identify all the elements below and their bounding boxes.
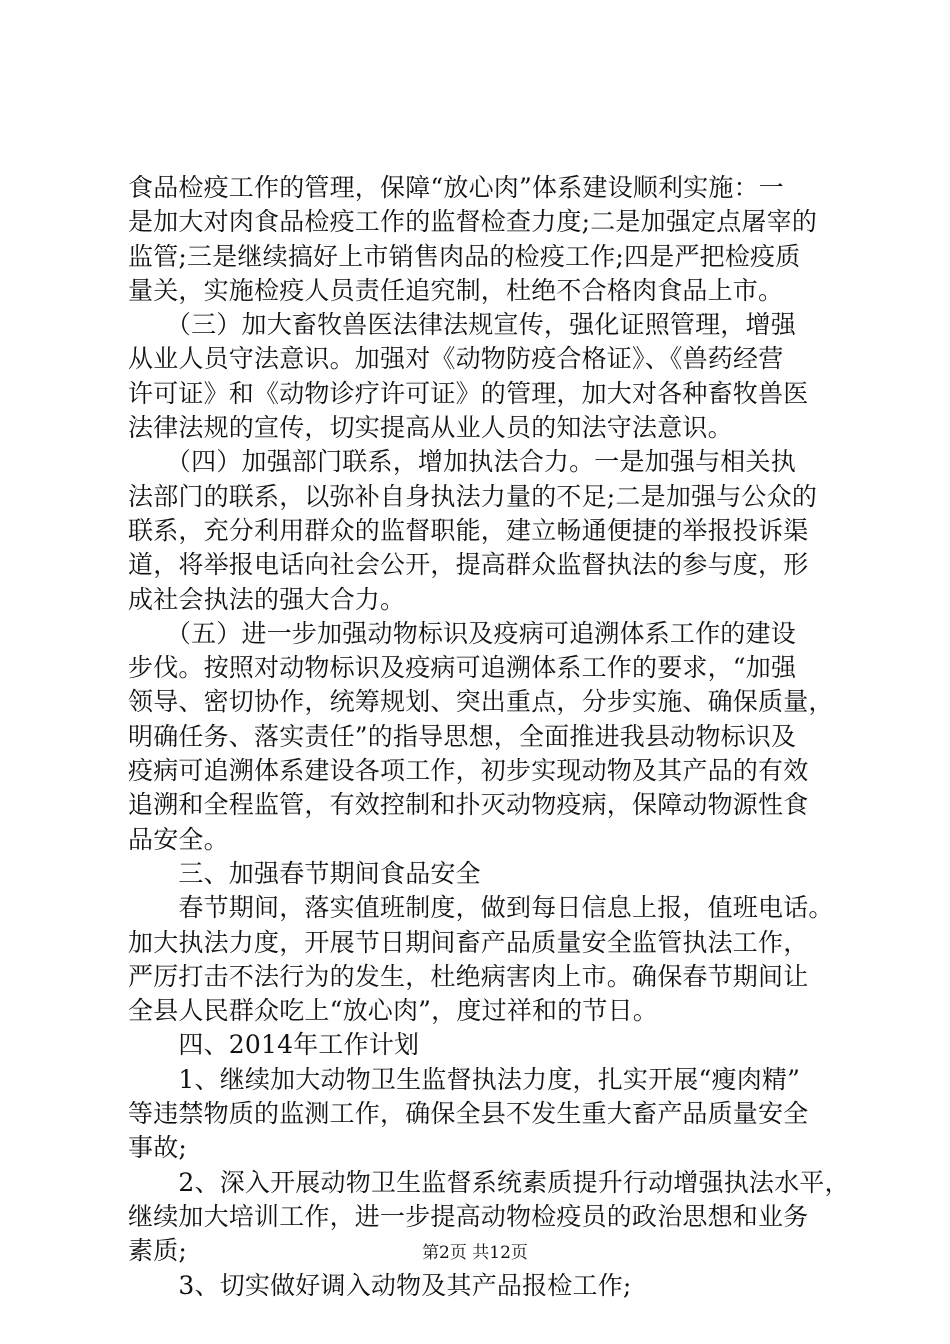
- text-line: （五）进一步加强动物标识及疫病可追溯体系工作的建设: [128, 618, 796, 648]
- text-line: 3、切实做好调入动物及其产品报检工作;: [128, 1270, 632, 1300]
- text-line: 监管;三是继续搞好上市销售肉品的检疫工作;四是严把检疫质: [128, 241, 801, 271]
- text-line: 2、深入开展动物卫生监督系统素质提升行动增强执法水平，: [128, 1167, 850, 1197]
- text-line: 素质;: [128, 1236, 188, 1266]
- text-line: 品安全。: [128, 824, 229, 854]
- text-line: 食品检疫工作的管理，保障“放心肉”体系建设顺利实施：一: [128, 173, 784, 202]
- text-line: 春节期间，落实值班制度，做到每日信息上报，值班电话。: [128, 893, 834, 923]
- text-line: 继续加大培训工作，进一步提高动物检疫员的政治思想和业务: [128, 1201, 809, 1231]
- text-line: 法律法规的宣传，切实提高从业人员的知法守法意识。: [128, 413, 733, 443]
- text-line: 四、2014年工作计划: [128, 1030, 420, 1060]
- text-line: 全县人民群众吃上“放心肉”，度过祥和的节日。: [128, 996, 658, 1026]
- text-line: 1、继续加大动物卫生监督执法力度，扎实开展“瘦肉精”: [128, 1064, 801, 1094]
- document-body: [128, 171, 850, 1303]
- text-line: 三、加强春节期间食品安全: [128, 858, 481, 888]
- text-line: （四）加强部门联系，增加执法合力。一是加强与相关执: [128, 447, 796, 477]
- text-line: 追溯和全程监管，有效控制和扑灭动物疫病，保障动物源性食: [128, 790, 809, 820]
- text-line: 加大执法力度，开展节日期间畜产品质量安全监管执法工作，: [128, 927, 809, 957]
- text-line: 法部门的联系，以弥补自身执法力量的不足;二是加强与公众的: [128, 481, 818, 511]
- text-line: 量关，实施检疫人员责任追究制，杜绝不合格肉食品上市。: [128, 275, 784, 305]
- text-line: 从业人员守法意识。加强对《动物防疫合格证》、《兽药经营: [128, 344, 784, 374]
- text-line: 严厉打击不法行为的发生，杜绝病害肉上市。确保春节期间让: [128, 961, 809, 991]
- text-line: 步伐。按照对动物标识及疫病可追溯体系工作的要求，“加强: [128, 653, 797, 683]
- text-line: 道，将举报电话向社会公开，提高群众监督执法的参与度，形: [128, 550, 809, 580]
- text-line: 成社会执法的强大合力。: [128, 584, 406, 614]
- text-line: 领导、密切协作，统筹规划、突出重点，分步实施、确保质量，: [128, 687, 834, 717]
- text-line: 等违禁物质的监测工作，确保全县不发生重大畜产品质量安全: [128, 1099, 809, 1129]
- text-line: 事故;: [128, 1133, 188, 1163]
- text-line: 明确任务、落实责任”的指导思想，全面推进我县动物标识及: [128, 721, 797, 751]
- text-line: （三）加大畜牧兽医法律法规宣传，强化证照管理，增强: [128, 310, 796, 340]
- text-line: 联系，充分利用群众的监督职能，建立畅通便捷的举报投诉渠: [128, 515, 809, 545]
- text-line: 是加大对肉食品检疫工作的监督检查力度;二是加强定点屠宰的: [128, 207, 818, 237]
- text-line: 疫病可追溯体系建设各项工作，初步实现动物及其产品的有效: [128, 756, 809, 786]
- page-footer: 第2页 共12页: [422, 1243, 528, 1263]
- text-line: 许可证》和《动物诊疗许可证》的管理，加大对各种畜牧兽医: [128, 378, 809, 408]
